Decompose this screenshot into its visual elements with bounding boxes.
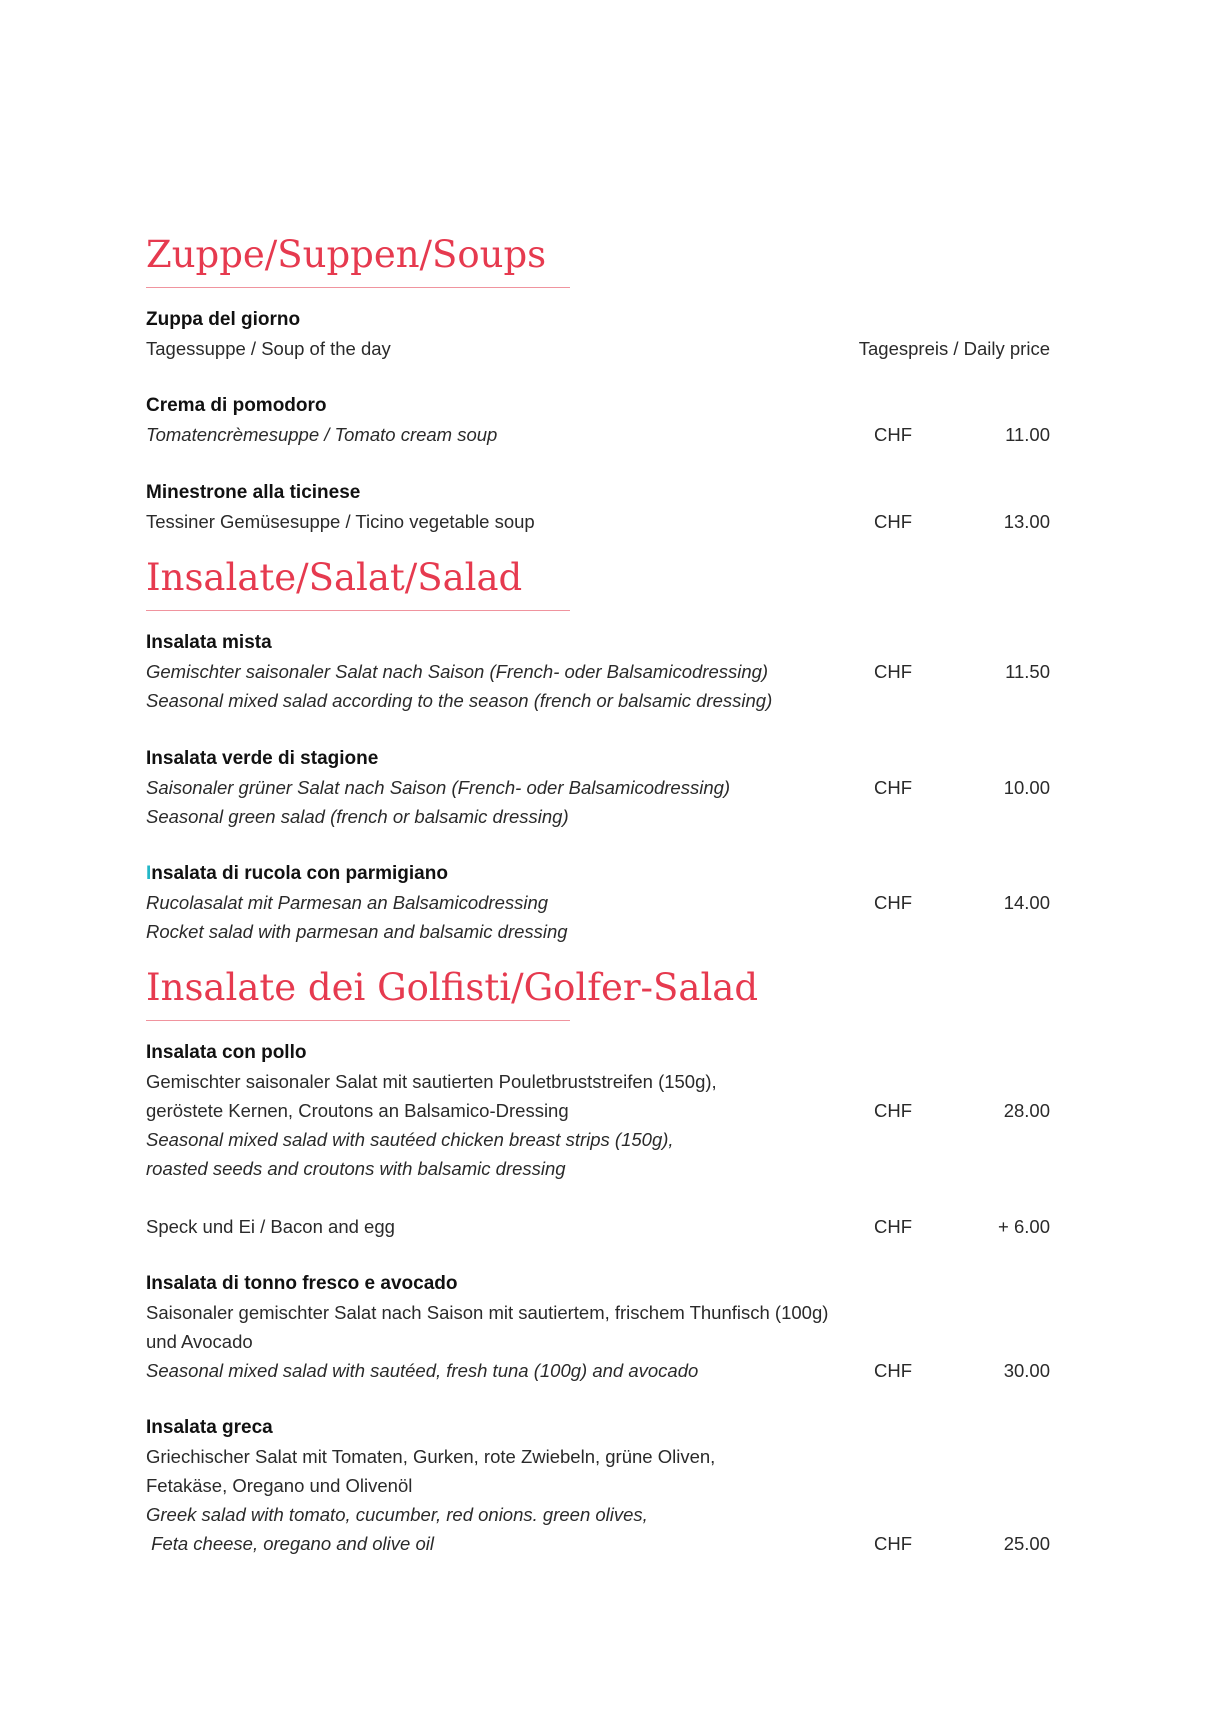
item-name: [146, 860, 448, 888]
item-currency: CHF: [874, 661, 913, 682]
item-price: 11.00: [1005, 424, 1050, 445]
item-description: Griechischer Salat mit Tomaten, Gurken, rote Zwiebeln, grüne Oliven,: [146, 1446, 716, 1467]
section-title-golfer: Insalate dei Golfisti/Golfer-Salad: [146, 966, 759, 1009]
item-name: Crema di pomodoro: [146, 395, 327, 416]
item-price: 30.00: [1003, 1360, 1050, 1381]
item-description: Tagessuppe / Soup of the day: [146, 338, 391, 359]
item-extra: Speck und Ei / Bacon and egg: [146, 1216, 395, 1237]
section-divider: [146, 1020, 570, 1021]
item-currency: CHF: [874, 777, 913, 798]
item-description: Gemischter saisonaler Salat mit sautierten Pouletbruststreifen (150g),: [146, 1071, 717, 1092]
item-price: 11.50: [1005, 661, 1050, 682]
item-name-rest: nsalata di rucola con parmigiano: [151, 863, 448, 884]
item-description: Seasonal mixed salad with sautéed, fresh tuna (100g) and avocado: [146, 1360, 699, 1381]
item-name: Insalata mista: [146, 632, 272, 653]
item-price: 13.00: [1003, 511, 1050, 532]
item-currency: CHF: [874, 424, 913, 445]
item-price: 10.00: [1003, 777, 1050, 798]
item-name-initial: I: [146, 863, 152, 884]
item-description: Saisonaler grüner Salat nach Saison (French- oder Balsamicodressing): [146, 777, 731, 798]
item-description: Rucolasalat mit Parmesan an Balsamicodressing: [146, 892, 549, 913]
item-description: Feta cheese, oregano and olive oil: [146, 1533, 434, 1554]
item-name: Insalata greca: [146, 1417, 273, 1438]
item-description: roasted seeds and croutons with balsamic dressing: [146, 1158, 566, 1179]
item-description: und Avocado: [146, 1331, 253, 1352]
item-currency: CHF: [874, 1216, 913, 1237]
item-price: 14.00: [1003, 892, 1050, 913]
item-currency: CHF: [874, 1360, 913, 1381]
item-name: Insalata verde di stagione: [146, 748, 379, 769]
item-price-note: Tagespreis / Daily price: [858, 338, 1050, 359]
item-description: Tessiner Gemüsesuppe / Ticino vegetable soup: [146, 511, 535, 532]
item-currency: CHF: [874, 1533, 913, 1554]
item-description: Rocket salad with parmesan and balsamic dressing: [146, 921, 568, 942]
item-description: Seasonal mixed salad according to the season (french or balsamic dressing): [146, 690, 773, 711]
item-price: 28.00: [1003, 1100, 1050, 1121]
item-price: + 6.00: [998, 1216, 1050, 1237]
item-name: Zuppa del giorno: [146, 309, 301, 330]
item-name: Insalata con pollo: [146, 1042, 307, 1063]
item-description: Gemischter saisonaler Salat nach Saison (French- oder Balsamicodressing): [146, 661, 769, 682]
item-description: Fetakäse, Oregano und Olivenöl: [146, 1475, 413, 1496]
item-price: 25.00: [1003, 1533, 1050, 1554]
section-title-soups: Zuppe/Suppen/Soups: [146, 233, 547, 276]
item-description: Saisonaler gemischter Salat nach Saison mit sautiertem, frischem Thunfisch (100g): [146, 1302, 829, 1323]
item-name: Insalata di tonno fresco e avocado: [146, 1273, 458, 1294]
item-currency: CHF: [874, 511, 913, 532]
item-name: Minestrone alla ticinese: [146, 482, 361, 503]
section-divider: [146, 610, 570, 611]
item-description: Seasonal mixed salad with sautéed chicken breast strips (150g),: [146, 1129, 674, 1150]
section-title-salads: Insalate/Salat/Salad: [146, 556, 523, 599]
item-description: Tomatencrèmesuppe / Tomato cream soup: [146, 424, 498, 445]
item-currency: CHF: [874, 892, 913, 913]
item-description: Seasonal green salad (french or balsamic dressing): [146, 806, 569, 827]
item-currency: CHF: [874, 1100, 913, 1121]
section-divider: [146, 287, 570, 288]
item-description: Greek salad with tomato, cucumber, red onions. green olives,: [146, 1504, 648, 1525]
item-description: geröstete Kernen, Croutons an Balsamico-Dressing: [146, 1100, 569, 1121]
